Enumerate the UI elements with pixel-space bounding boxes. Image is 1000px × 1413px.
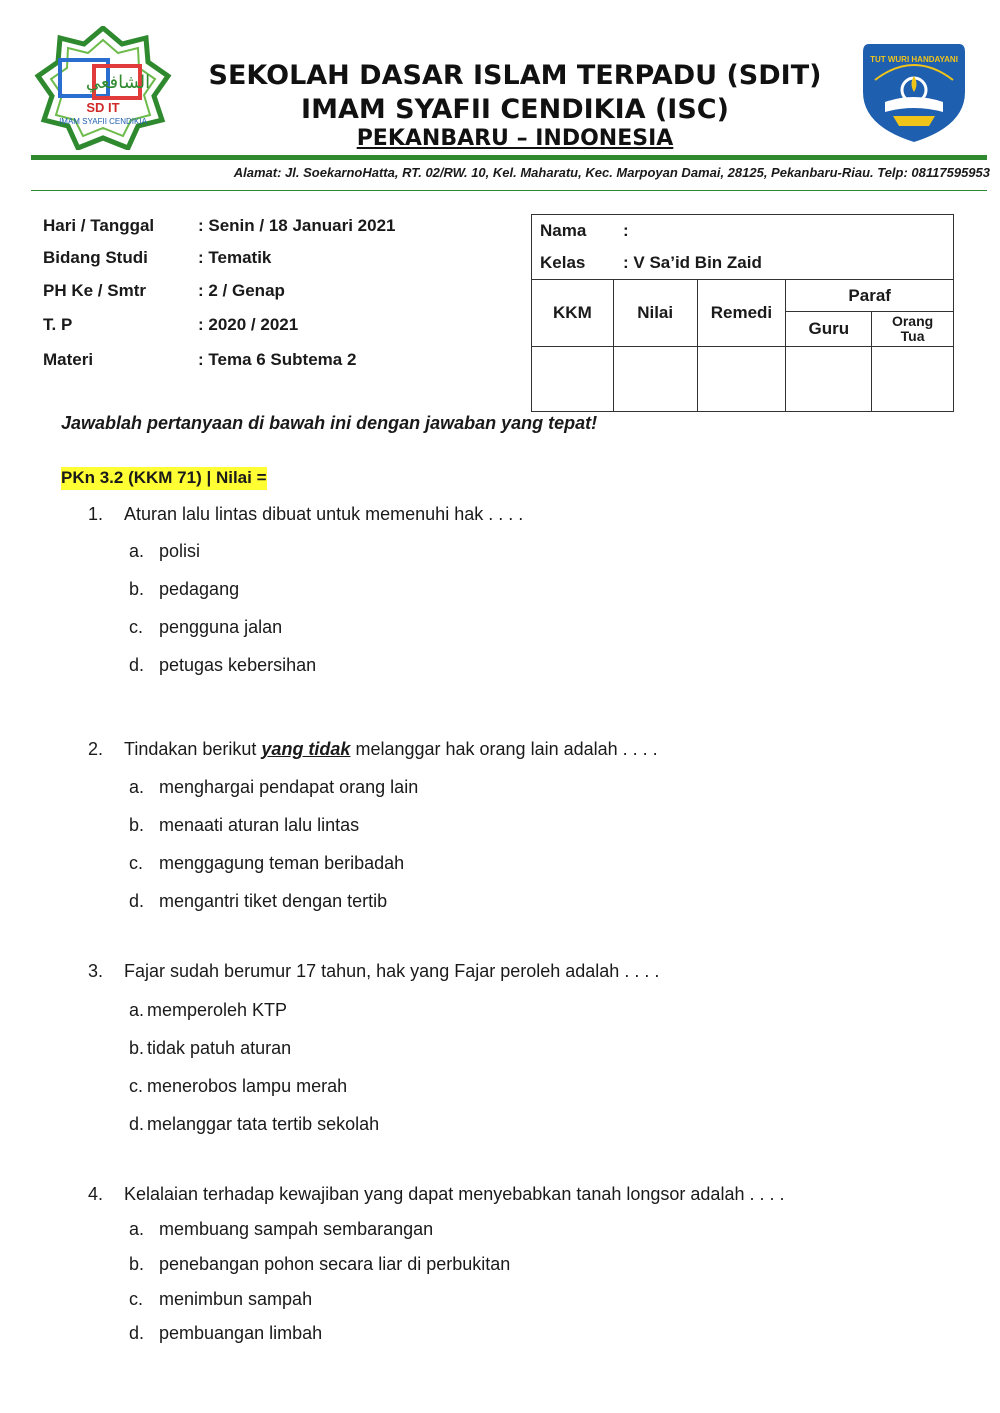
option-1b[interactable] <box>129 579 239 600</box>
option-text: menaati aturan lalu lintas <box>159 815 360 835</box>
question-text: Fajar sudah berumur 17 tahun, hak yang Fajar peroleh adalah . . . . <box>124 961 660 981</box>
question-3 <box>88 961 659 982</box>
info-value-year: : 2020 / 2021 <box>198 315 299 334</box>
paraf-header: Paraf <box>786 280 954 312</box>
question-text: Kelalaian terhadap kewajiban yang dapat menyebabkan tanah longsor adalah . . . . <box>124 1184 785 1204</box>
option-text: tidak patuh aturan <box>147 1038 292 1058</box>
option-text: melanggar tata tertib sekolah <box>147 1114 380 1134</box>
kkm-cell[interactable] <box>532 347 614 412</box>
option-1d[interactable] <box>129 655 316 676</box>
option-text: menghargai pendapat orang lain <box>159 777 419 797</box>
option-letter: a. <box>129 541 145 561</box>
logo-motto: TUT WURI HANDAYANI <box>870 55 958 64</box>
option-letter: a. <box>129 777 145 797</box>
parent-signature-cell[interactable] <box>872 347 954 412</box>
option-2c[interactable] <box>129 853 404 874</box>
nilai-header: Nilai <box>613 280 697 347</box>
option-text: pembuangan limbah <box>159 1323 323 1343</box>
option-3b[interactable] <box>129 1038 291 1059</box>
info-label-semester: PH Ke / Smtr <box>43 281 146 300</box>
orang-tua-header <box>872 312 954 347</box>
option-4c[interactable] <box>129 1289 312 1310</box>
score-table <box>531 214 954 412</box>
option-4a[interactable] <box>129 1219 433 1240</box>
option-letter: d. <box>129 891 145 911</box>
school-title-line-2: IMAM SYAFII CENDIKIA (ISC) <box>301 94 729 125</box>
option-text: polisi <box>159 541 201 561</box>
school-title-line-1: SEKOLAH DASAR ISLAM TERPADU (SDIT) <box>208 60 822 91</box>
info-label-date: Hari / Tanggal <box>43 216 155 235</box>
question-text-pre: Tindakan berikut <box>124 739 262 759</box>
info-label-subject: Bidang Studi <box>43 248 148 267</box>
option-text: petugas kebersihan <box>159 655 317 675</box>
class-label: Kelas <box>540 252 586 272</box>
header-divider <box>31 155 987 160</box>
option-letter: c. <box>129 853 144 873</box>
option-text: membuang sampah sembarangan <box>159 1219 434 1239</box>
name-label: Nama <box>540 220 587 240</box>
option-2d[interactable] <box>129 891 387 912</box>
option-text: pengguna jalan <box>159 617 283 637</box>
remedi-cell[interactable] <box>697 347 786 412</box>
orang-tua-line-2: Tua <box>900 328 925 344</box>
option-letter: d. <box>129 1114 145 1134</box>
info-value-date: : Senin / 18 Januari 2021 <box>198 216 396 235</box>
option-letter: a. <box>129 1000 145 1020</box>
option-letter: b. <box>129 815 145 835</box>
option-1c[interactable] <box>129 617 282 638</box>
option-letter: d. <box>129 1323 145 1343</box>
option-text: mengantri tiket dengan tertib <box>159 891 388 911</box>
kkm-header: KKM <box>532 280 614 347</box>
option-4d[interactable] <box>129 1323 322 1344</box>
question-4 <box>88 1184 784 1205</box>
option-3c[interactable] <box>129 1076 347 1097</box>
option-text: penebangan pohon secara liar di perbukitan <box>159 1254 511 1274</box>
question-2 <box>88 739 658 760</box>
logo-line1: SD IT <box>86 100 120 115</box>
option-letter: c. <box>129 1289 144 1309</box>
option-letter: d. <box>129 655 145 675</box>
option-text: menggagung teman beribadah <box>159 853 405 873</box>
option-4b[interactable] <box>129 1254 510 1275</box>
question-text: Aturan lalu lintas dibuat untuk memenuhi hak . . . . <box>124 504 524 524</box>
question-number: 2. <box>88 739 104 759</box>
address-divider <box>31 190 987 191</box>
option-text: memperoleh KTP <box>147 1000 288 1020</box>
info-value-material: : Tema 6 Subtema 2 <box>198 350 357 369</box>
remedi-header: Remedi <box>697 280 786 347</box>
option-letter: b. <box>129 1254 145 1274</box>
school-address: Alamat: Jl. SoekarnoHatta, RT. 02/RW. 10, Kel. Maharatu, Kec. Marpoyan Damai, 28125, Pekanbaru-Riau. Telp: 08117595953 <box>233 165 990 180</box>
option-2a[interactable] <box>129 777 418 798</box>
guru-header: Guru <box>786 312 872 347</box>
question-emphasis: yang tidak <box>261 739 351 759</box>
class-row <box>532 247 954 280</box>
option-3d[interactable] <box>129 1114 379 1135</box>
question-number: 1. <box>88 504 104 524</box>
info-label-material: Materi <box>43 350 94 369</box>
option-text: menerobos lampu merah <box>147 1076 348 1096</box>
question-number: 3. <box>88 961 104 981</box>
instruction: Jawablah pertanyaan di bawah ini dengan jawaban yang tepat! <box>61 413 598 433</box>
option-letter: c. <box>129 1076 144 1096</box>
option-letter: a. <box>129 1219 145 1239</box>
logo-arabic: الشافعي <box>85 72 151 93</box>
option-letter: b. <box>129 579 145 599</box>
info-label-year: T. P <box>43 315 73 334</box>
question-1 <box>88 504 523 525</box>
question-number: 4. <box>88 1184 104 1204</box>
option-text: menimbun sampah <box>159 1289 313 1309</box>
option-letter: c. <box>129 617 144 637</box>
logo-line2: IMAM SYAFII CENDIKIA <box>59 117 147 126</box>
section-heading: PKn 3.2 (KKM 71) | Nilai = <box>61 467 267 490</box>
question-text-post: melanggar hak orang lain adalah . . . . <box>350 739 658 759</box>
name-row <box>532 215 954 247</box>
orang-tua-line-1: Orang <box>891 313 934 329</box>
class-value: : V Sa’id Bin Zaid <box>623 252 762 272</box>
option-1a[interactable] <box>129 541 200 562</box>
school-title-line-3: PEKANBARU – INDONESIA <box>356 126 674 151</box>
option-letter: b. <box>129 1038 145 1058</box>
name-field[interactable]: : <box>623 220 629 240</box>
nilai-cell[interactable] <box>613 347 697 412</box>
info-value-semester: : 2 / Genap <box>198 281 285 300</box>
option-text: pedagang <box>159 579 240 599</box>
option-3a[interactable] <box>129 1000 287 1021</box>
guru-signature-cell[interactable] <box>786 347 872 412</box>
info-value-subject: : Tematik <box>198 248 272 267</box>
option-2b[interactable] <box>129 815 359 836</box>
